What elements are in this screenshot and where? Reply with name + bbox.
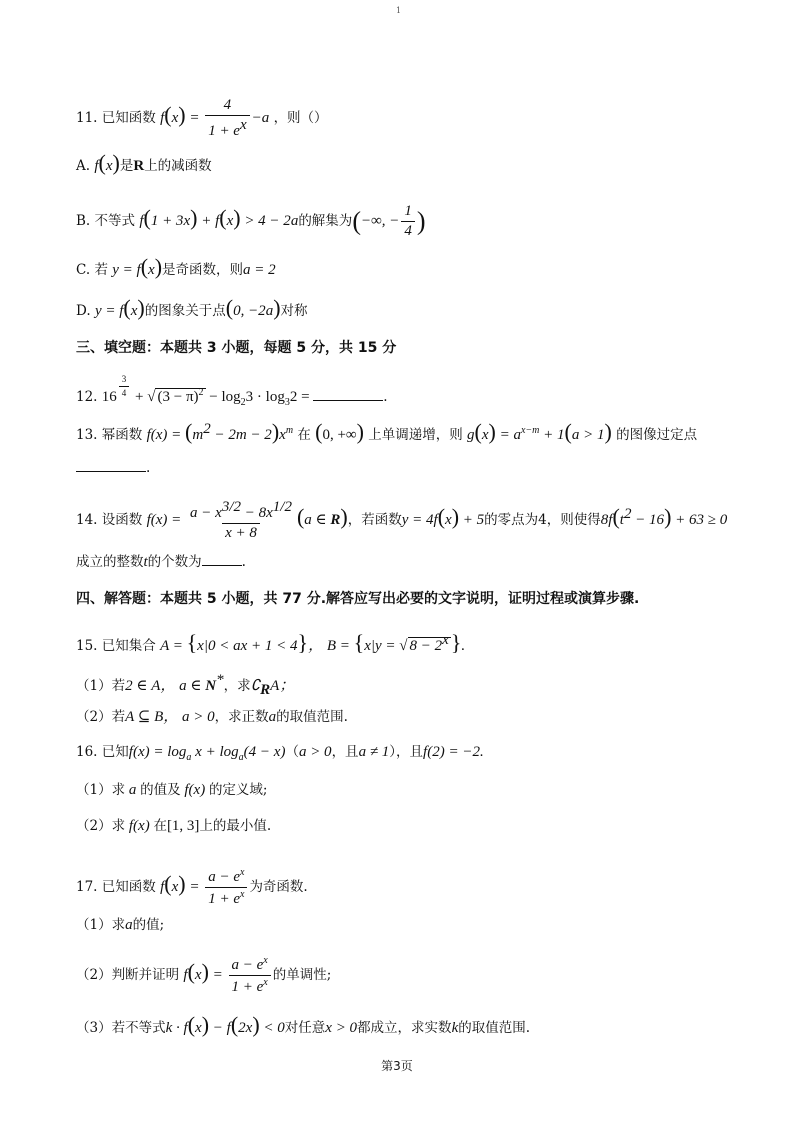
q17-sub1-t2: 的值;	[132, 917, 165, 933]
q13-t4: 的图像过定点	[616, 427, 698, 443]
q14: 14. 设函数 f(x) = $\frac{a - x^{3/2} - 8x^{1/2}}{x + 8}$ (a ∈ R)，若函数y = 4f(x) + 5的零点为4，则使得$8f(t^2 - 16) + 63 \ge 0$	[76, 499, 728, 541]
q16-sub2: （2）求 f(x) 在[1, 3]上的最小值.	[76, 818, 272, 834]
q17-sub1-label: （1）	[76, 917, 112, 933]
option-b-text2: 的解集为	[298, 212, 353, 229]
q13-tail: .	[146, 460, 151, 476]
q11-option-d: D. y = f(x)的图象关于点(0, −2a)对称	[76, 295, 308, 320]
page-top-mark: 1	[396, 6, 402, 15]
q15-sub1-t2: ，求	[223, 678, 251, 694]
q17-sub2-label: （2）	[76, 966, 112, 983]
option-c-label: C.	[76, 262, 91, 278]
q15-sub2-t2: ，求正数	[214, 709, 269, 725]
q16-num: 16.	[76, 744, 98, 760]
q13-num: 13.	[76, 427, 98, 443]
q14-line2a: 成立的整数	[76, 554, 144, 570]
option-a-label: A.	[76, 158, 91, 174]
q17-sub2: （2）判断并证明 f(x) = $\frac{a - e^x}{1 + e^x}$ 的单调性;	[76, 955, 332, 995]
q16-t1: 已知	[101, 744, 129, 760]
q13: 13. 幂函数 $f(x) = (m^2 - 2m - 2)x^m$ 在 (0, +∞) 上单调递增，则 $g(x) = a^{x-m} + 1(a > 1)$ 的图像过定点	[76, 419, 698, 444]
option-a-text: 是	[119, 158, 134, 174]
q14-line2: 成立的整数t的个数为 .	[76, 554, 246, 570]
q11-suffix: ，则（）	[273, 109, 328, 126]
q13-t2: 在	[297, 427, 311, 443]
q17-sub1: （1）求a的值;	[76, 917, 165, 933]
q16-t4: ），且	[389, 744, 424, 760]
option-d-text: 的图象关于点	[144, 303, 226, 319]
q16-sub1-t2: 的值及	[140, 782, 181, 798]
q17-sub3-t1: 若不等式	[111, 1020, 166, 1036]
q15-sub1-t1: 若	[111, 678, 126, 694]
q14-tail: .	[241, 554, 246, 570]
q16-sub1: （1）求 a 的值及 f(x) 的定义域;	[76, 782, 268, 798]
q14-num: 14.	[76, 511, 98, 528]
q14-line2b: 的个数为	[147, 554, 202, 570]
q17-sub2-t2: 的单调性;	[272, 966, 332, 983]
section-4-heading: 四、解答题：本题共 5 小题，共 77 分.解答应写出必要的文字说明，证明过程或演算步骤.	[76, 591, 640, 607]
q15: 15. 已知集合 A = {x|0 < ax + 1 < 4}， B = {x|y = √ $8 - 2^x$}.	[76, 630, 466, 655]
option-c-text2: 是奇函数，则	[162, 262, 244, 278]
q16: 16. 已知$f(x) = \log_a x + \log_a(4 - x)(a > 0$，且a ≠ 1），且f(2) = −2.	[76, 744, 484, 763]
q17-t2: 为奇函数.	[249, 878, 308, 895]
q17-sub3: （3）若不等式k · f(x) − f(2x) < 0对任意x > 0都成立，求实数k的取值范围.	[76, 1012, 531, 1037]
q17-sub3-t4: 的取值范围.	[458, 1020, 531, 1036]
q13-blank-line	[76, 462, 150, 476]
q15-sub2-t1: 若	[111, 709, 126, 725]
section-3-heading: 三、填空题：本题共 3 小题，每题 5 分，共 15 分	[76, 340, 397, 356]
q16-t2: （	[285, 744, 299, 760]
q15-sub2-t3: 的取值范围.	[276, 709, 348, 725]
option-b-label: B.	[76, 212, 91, 229]
option-d-label: D.	[76, 303, 91, 319]
q16-t3: ，且	[331, 744, 359, 760]
q16-sub1-label: （1）	[76, 782, 112, 798]
option-b-text: 不等式	[94, 212, 136, 229]
q11-stem	[76, 98, 328, 139]
page-footer: 第3页	[381, 1059, 413, 1073]
q11-formula: f(x) = $\frac{4}{1 + e^x}$ −a	[160, 97, 270, 139]
option-a-text2: 上的减函数	[144, 158, 212, 174]
q12	[76, 374, 388, 408]
q14-blank	[202, 565, 242, 566]
q17-sub3-label: （3）	[76, 1020, 112, 1036]
q11-option-c: C. 若 y = f(x)是奇函数，则a = 2	[76, 254, 276, 279]
q13-blank	[76, 471, 146, 472]
q14-t2: ，若函数	[347, 511, 402, 528]
q15-num: 15.	[76, 638, 98, 654]
q17-sub3-t3: 都成立，求实数	[357, 1020, 452, 1036]
q15-sub1-label: （1）	[76, 678, 112, 694]
q13-t1: 幂函数	[101, 427, 143, 443]
q17-t1: 已知函数	[101, 878, 156, 895]
q17-sub3-t2: 对任意	[284, 1020, 326, 1036]
q17-sub2-t1: 判断并证明	[111, 966, 180, 983]
q15-sub2-label: （2）	[76, 709, 112, 725]
q16-sub2-t2: 在	[153, 818, 167, 834]
q17: 17. 已知函数 f(x) = $\frac{a - e^x}{1 + e^x}$ 为奇函数.	[76, 867, 308, 907]
q16-sub2-label: （2）	[76, 818, 112, 834]
q17-num: 17.	[76, 878, 98, 895]
q11-option-b: B. 不等式 f(1 + 3x) + f(x) > 4 − 2a的解集为(−∞, − $\frac{1}{4}$ )	[76, 203, 426, 239]
q16-sub1-t3: 的定义域;	[208, 782, 268, 798]
q15-t1: 已知集合	[101, 638, 156, 654]
q16-sub2-t1: 求	[111, 818, 126, 834]
q16-sub2-t3: 上的最小值.	[199, 818, 272, 834]
option-d-text2: 对称	[280, 303, 308, 319]
q16-sub1-t1: 求	[111, 782, 126, 798]
q14-t1: 设函数	[101, 511, 143, 528]
q12-num: 12.	[76, 388, 98, 405]
q14-t3: 的零点为4，则使得	[484, 511, 601, 528]
q11-prefix: 11. 已知函数	[76, 109, 156, 126]
q15-sub1: （1）若2 ∈ A， a ∈ N*，求$∁_RA$；	[76, 672, 295, 698]
option-c-text: 若	[94, 262, 108, 278]
q17-sub1-t1: 求	[111, 917, 126, 933]
q11-option-a: A. f(x)是R上的减函数	[76, 150, 212, 175]
q12-tail: .	[383, 388, 388, 405]
q12-formula: 16 $^{\frac{3}{4}}$ + √ $(3 - \pi)^2 - \log_23 \cdot \log_32$ =	[102, 389, 384, 405]
q15-sub2: （2）若A ⊆ B， a > 0，求正数a的取值范围.	[76, 709, 348, 725]
q13-t3: 上单调递增，则	[368, 427, 463, 443]
